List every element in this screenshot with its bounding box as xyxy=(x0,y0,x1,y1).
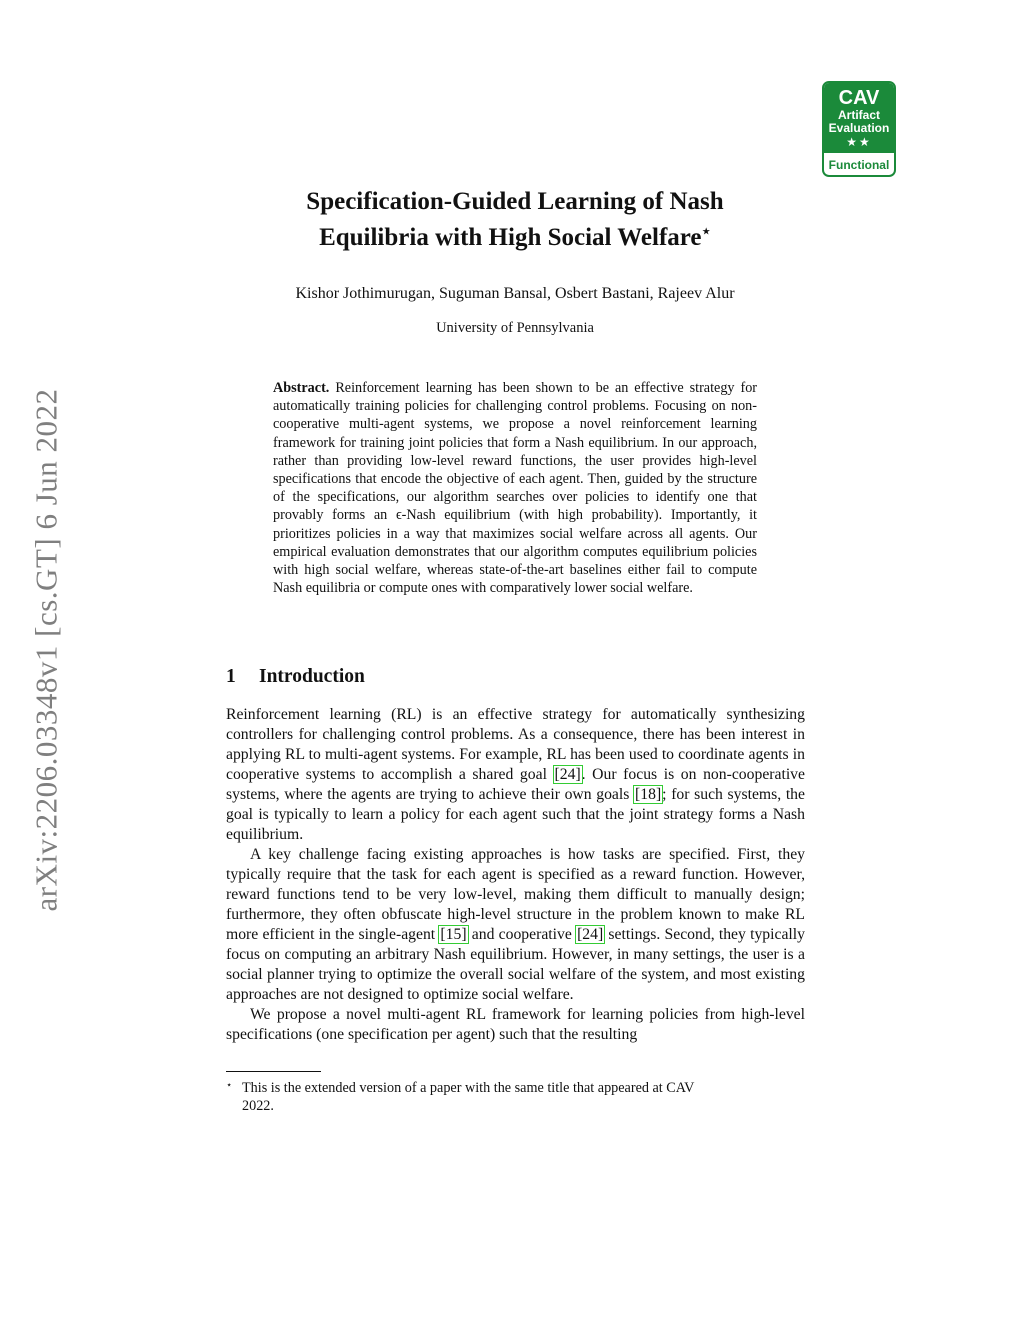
author-list: Kishor Jothimurugan, Suguman Bansal, Osbert Bastani, Rajeev Alur xyxy=(295,285,735,302)
section-number: 1 xyxy=(226,666,236,687)
title-line-2 xyxy=(225,217,805,253)
footnote xyxy=(226,1077,805,1115)
arxiv-identifier-text: arXiv:2206.03348v1 [cs.GT] 6 Jun 2022 xyxy=(29,388,64,912)
arxiv-identifier-stamp xyxy=(20,370,74,930)
intro-paragraph-3: We propose a novel multi-agent RL framework for learning policies from high-level specifications (one specification per agent) such that the resulting xyxy=(226,1006,805,1043)
abstract-label: Abstract. xyxy=(273,380,330,396)
badge-header xyxy=(824,83,894,153)
paper-title xyxy=(225,186,805,253)
intro-p2-text-c: settings. Second, they typically focus on computing an arbitrary Nash equilibrium. However, in many settings, the user is a social planner trying to optimize the overall social welfare of the system, and most existing approaches are not designed to optimize social welfare. xyxy=(226,926,805,1003)
cav-artifact-badge xyxy=(822,81,896,177)
intro-paragraph-1 xyxy=(226,705,805,845)
title-line-1: Specification-Guided Learning of Nash xyxy=(306,188,724,215)
footnote-line-2: 2022. xyxy=(242,1098,274,1115)
citation-link[interactable]: [15] xyxy=(440,926,467,943)
abstract xyxy=(273,379,757,597)
abstract-text: Reinforcement learning has been shown to be an effective strategy for automatically training policies for challenging control problems. Focusing on non-cooperative multi-agent systems, we propose a novel reinforcement learning framework for training joint policies that form a Nash equilibrium. In our approach, rather than providing low-level reward functions, the user provides high-level specifications that encode the objective of each agent. Then, guided by the structure of the specifications, our algorithm searches over policies to identify one that provably forms an ϵ-Nash equilibrium (with high probability). Importantly, it prioritizes policies in a way that maximizes social welfare across all agents. Our empirical evaluation demonstrates that our algorithm computes equilibrium policies with high social welfare, whereas state-of-the-art baselines either fail to compute Nash equilibria or compute ones with comparatively lower social welfare. xyxy=(273,380,758,597)
citation-link[interactable]: [24] xyxy=(554,766,581,783)
footnote-text-1: This is the extended version of a paper with the same title that appeared at CAV xyxy=(242,1080,695,1096)
section-heading xyxy=(226,666,806,688)
intro-paragraph-2 xyxy=(226,845,805,1005)
introduction-body xyxy=(226,705,805,1045)
footnote-divider xyxy=(226,1071,321,1072)
footnote-line-1 xyxy=(226,1077,805,1097)
title-line-2-text: Equilibria with High Social Welfare xyxy=(319,224,702,251)
title-footnote-mark: ⋆ xyxy=(701,224,711,240)
footnote-mark: ⋆ xyxy=(226,1080,233,1091)
intro-p1-text-a: Reinforcement learning (RL) is an effective strategy for automatically synthesizing controllers for challenging control problems. As a consequence, there has been interest in applying RL to multi-agent systems. For example, RL has been used to coordinate agents in cooperative systems to accomplish a shared goal xyxy=(226,706,805,783)
badge-title: CAV xyxy=(838,87,880,109)
badge-stars-icon: ★★ xyxy=(846,135,872,149)
badge-line-artifact: Artifact xyxy=(837,108,880,122)
citation-link[interactable]: [18] xyxy=(635,786,662,803)
intro-p1-text-b: . Our focus is on non-cooperative systems, where the agents are trying to achieve their own goals xyxy=(226,766,805,803)
intro-p2-text-a: A key challenge facing existing approaches is how tasks are specified. First, they typically require that the task for each agent is specified as a reward function. However, reward functions tend to be very low-level, making them difficult to manually design; furthermore, they often obfuscate high-level structure in the problem known to make RL more efficient in the single-agent xyxy=(226,846,805,943)
badge-line-evaluation: Evaluation xyxy=(828,121,890,135)
citation-link[interactable]: [24] xyxy=(577,926,604,943)
affiliation: University of Pennsylvania xyxy=(436,320,594,336)
intro-p2-text-b: and cooperative xyxy=(467,926,577,943)
section-title: Introduction xyxy=(259,666,365,687)
intro-p1-text-c: ; for such systems, the goal is typically to learn a policy for each agent such that the joint strategy forms a Nash equilibrium. xyxy=(226,786,805,843)
badge-label: Functional xyxy=(828,158,890,172)
